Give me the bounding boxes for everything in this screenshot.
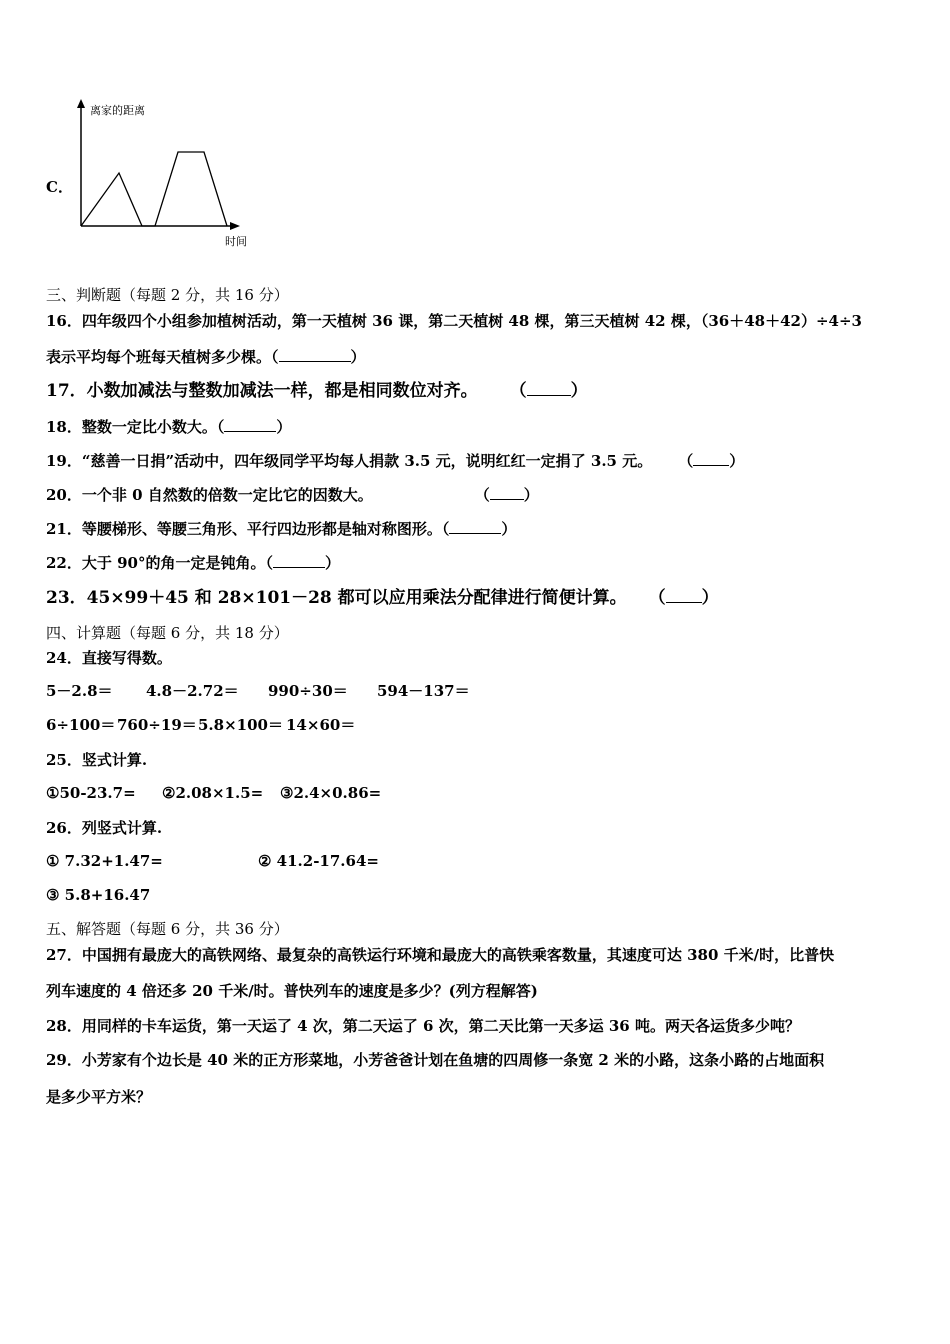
y-axis-label: 离家的距离	[90, 104, 145, 117]
vertical-calc-item: ③ 5.8+16.47	[46, 886, 151, 904]
answer-blank-18[interactable]	[224, 417, 276, 432]
question-27-line1: 27．中国拥有最庞大的高铁网络、最复杂的高铁运行环境和最庞大的高铁乘客数量，其速度可达 380 千米/时，比普快	[46, 946, 835, 964]
question-28: 28．用同样的卡车运货，第一天运了 4 次，第二天运了 6 次，第二天比第一天多运 36 吨。两天各运货多少吨？	[46, 1017, 800, 1035]
answer-blank-23[interactable]	[666, 588, 702, 603]
section5-heading: 五、解答题（每题 6 分，共 36 分）	[46, 920, 289, 938]
calc-item: 760÷19＝	[117, 716, 197, 734]
answer-blank-16[interactable]	[279, 347, 351, 362]
answer-blank-17[interactable]	[527, 381, 571, 396]
vertical-calc-item: ②2.08×1.5=	[162, 784, 264, 802]
answer-blank-20[interactable]	[490, 485, 524, 500]
vertical-calc-item: ① 7.32+1.47=	[46, 852, 163, 870]
vertical-calc-item: ③2.4×0.86=	[280, 784, 382, 802]
question-17: 17．小数加减法与整数加减法一样，都是相同数位对齐。 （ ）	[46, 381, 588, 401]
question-23: 23．45×99＋45 和 28×101－28 都可以应用乘法分配律进行简便计算。 （ ）	[46, 588, 719, 608]
section3-heading: 三、判断题（每题 2 分，共 16 分）	[46, 286, 289, 304]
option-c-label: C．	[46, 178, 73, 196]
calc-item: 14×60＝	[286, 716, 356, 734]
calc-item: 990÷30＝	[268, 682, 348, 700]
question-21: 21．等腰梯形、等腰三角形、平行四边形都是轴对称图形。（ ）	[46, 520, 517, 538]
answer-blank-21[interactable]	[449, 519, 501, 534]
vertical-calc-item: ①50-23.7=	[46, 784, 136, 802]
question-22: 22．大于 90°的角一定是钝角。（ ）	[46, 554, 340, 572]
vertical-calc-item: ② 41.2-17.64=	[258, 852, 379, 870]
question-19: 19．“慈善一日捐”活动中，四年级同学平均每人捐款 3.5 元，说明红红一定捐了 3.5 元。 （ ）	[46, 452, 745, 470]
question-29-line2: 是多少平方米？	[46, 1088, 152, 1106]
calc-item: 5－2.8＝	[46, 682, 113, 700]
question-16-line1: 16．四年级四个小组参加植树活动，第一天植树 36 课，第二天植树 48 棵，第三天植树 42 棵，（36＋48＋42）÷4÷3	[46, 312, 862, 330]
calc-item: 6÷100＝	[46, 716, 116, 734]
distance-time-graph	[70, 96, 260, 256]
question-16-line2: 表示平均每个班每天植树多少棵。（ ）	[46, 348, 366, 366]
calc-item: 4.8－2.72＝	[146, 682, 239, 700]
answer-blank-19[interactable]	[693, 451, 729, 466]
calc-item: 594－137＝	[377, 682, 470, 700]
question-24: 24．直接写得数。	[46, 649, 172, 667]
question-18: 18．整数一定比小数大。（ ）	[46, 418, 292, 436]
section4-heading: 四、计算题（每题 6 分，共 18 分）	[46, 624, 289, 642]
question-25: 25．竖式计算.	[46, 751, 148, 769]
x-axis-label: 时间	[225, 235, 247, 248]
question-29-line1: 29．小芳家有个边长是 40 米的正方形菜地，小芳爸爸计划在鱼塘的四周修一条宽 2 米的小路，这条小路的占地面积	[46, 1051, 825, 1069]
calc-item: 5.8×100＝	[198, 716, 283, 734]
answer-blank-22[interactable]	[273, 553, 325, 568]
question-27-line2: 列车速度的 4 倍还多 20 千米/时。普快列车的速度是多少？(列方程解答)	[46, 982, 538, 1000]
question-20: 20．一个非 0 自然数的倍数一定比它的因数大。 （ ）	[46, 486, 539, 504]
question-26: 26．列竖式计算.	[46, 819, 163, 837]
